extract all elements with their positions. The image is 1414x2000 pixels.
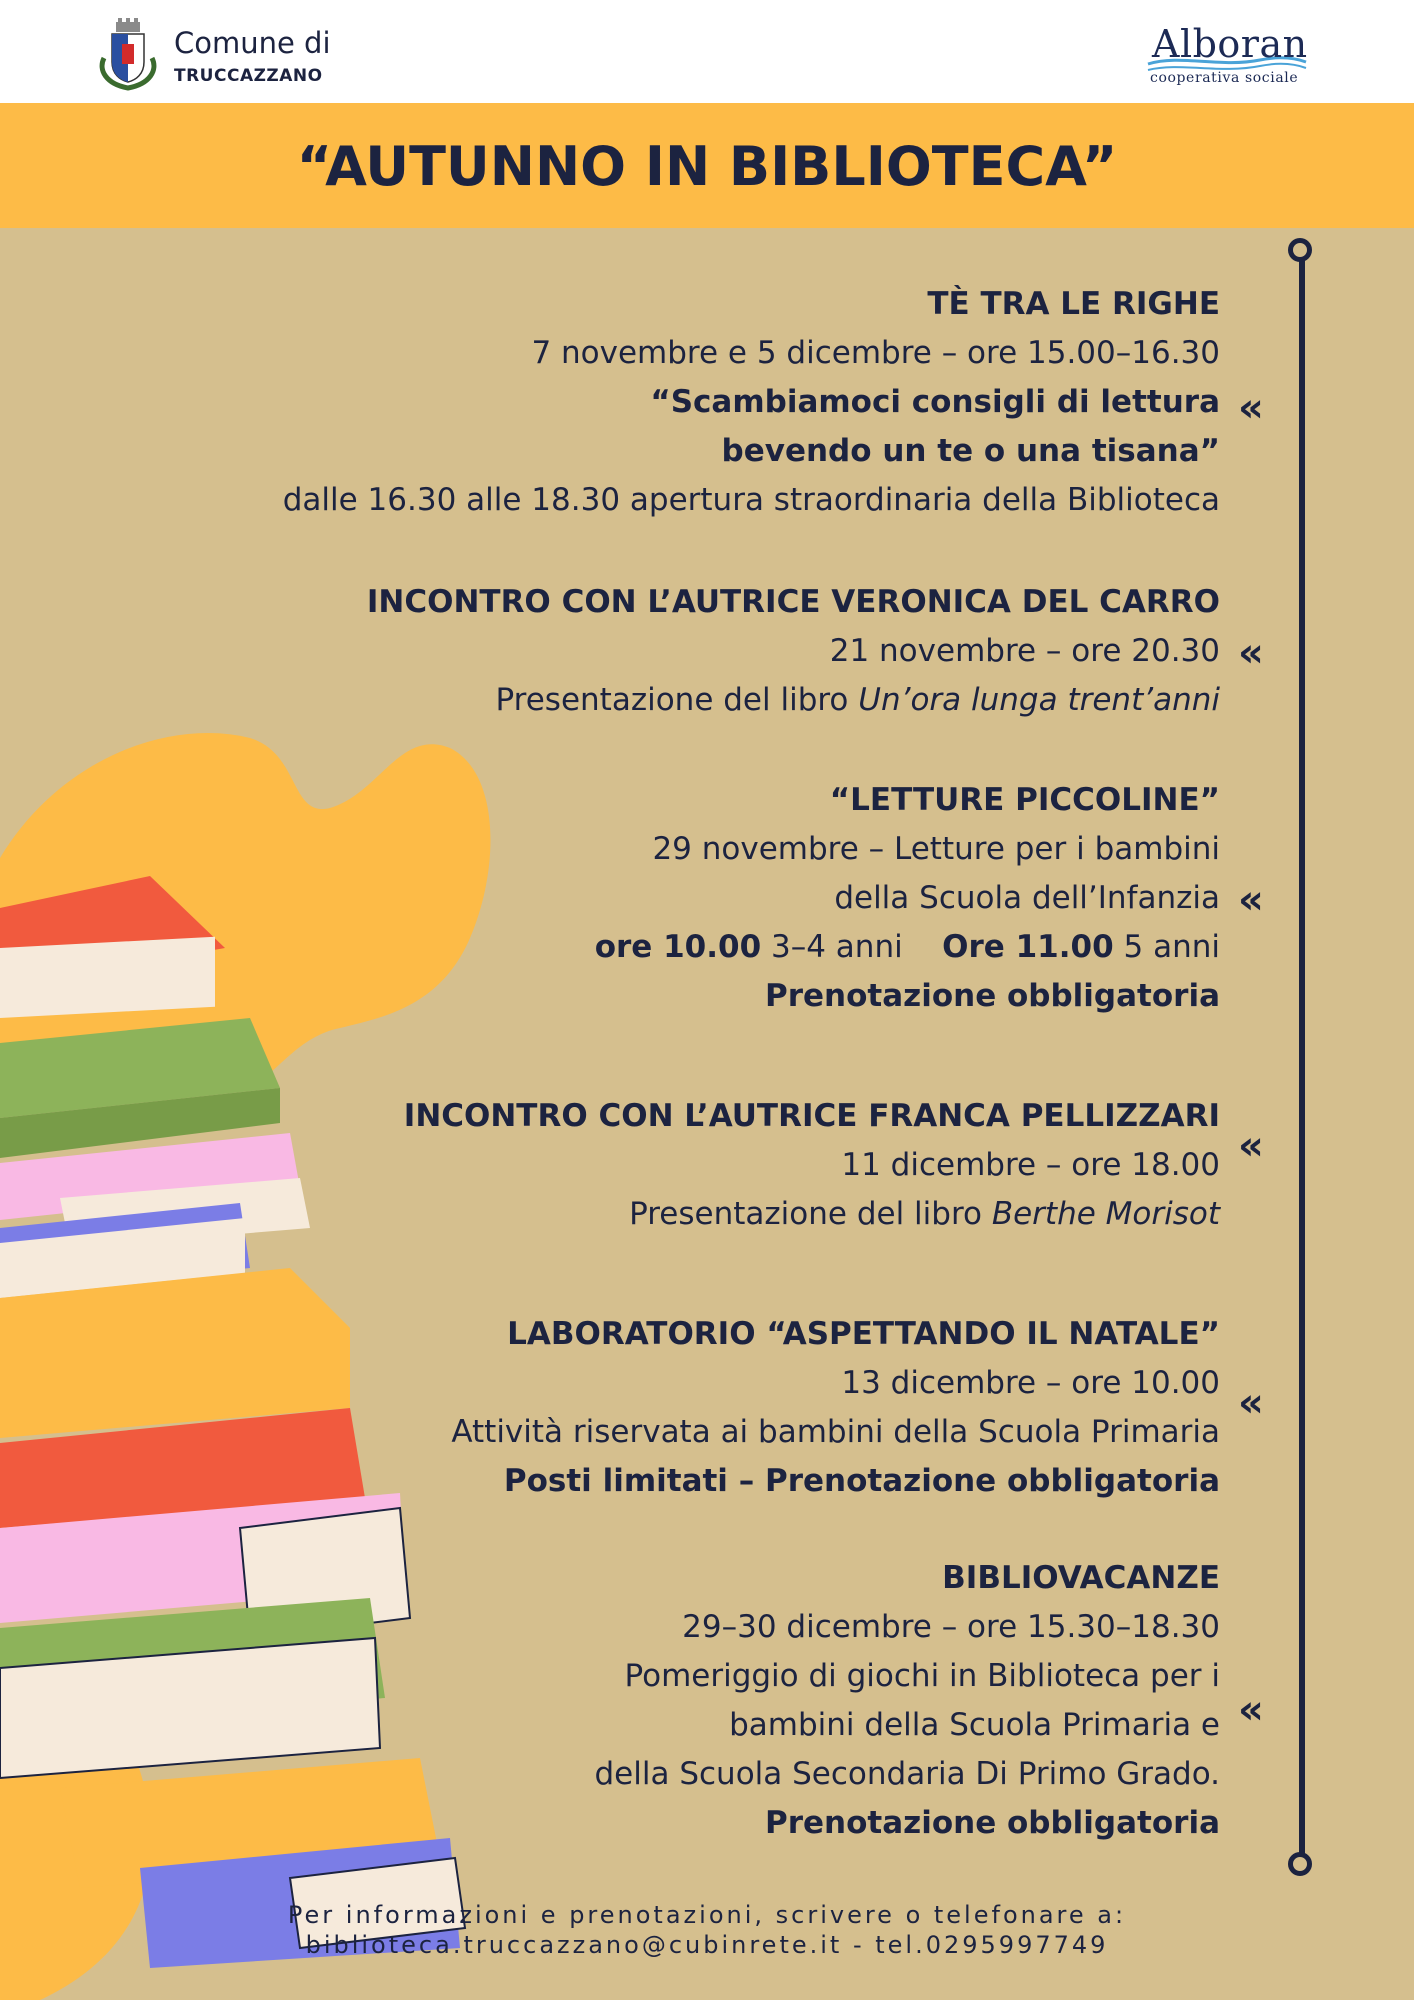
timeline-line — [1299, 252, 1305, 1868]
footer-contact — [0, 1900, 1414, 1960]
town-name: TRUCCAZZANO — [174, 66, 323, 86]
chevron-double-left-icon: « — [1238, 877, 1264, 923]
event-letture-piccoline — [140, 776, 1220, 1021]
event-description-line1: 29 novembre – Letture per i bambini — [652, 831, 1220, 867]
event-description-line2: bambini della Scuola Primaria e — [729, 1707, 1220, 1743]
event-title: INCONTRO CON L’AUTRICE FRANCA PELLIZZARI — [403, 1098, 1220, 1134]
event-title: TÈ TRA LE RIGHE — [927, 286, 1220, 322]
title-banner — [0, 103, 1414, 228]
event-description: Presentazione del libro Berthe Morisot — [629, 1196, 1220, 1232]
event-te-tra-le-righe — [140, 280, 1220, 525]
event-schedule: ore 10.00 3–4 anni Ore 11.00 5 anni — [594, 929, 1220, 965]
book-title: Berthe Morisot — [991, 1196, 1220, 1232]
chevron-double-left-icon: « — [1238, 385, 1264, 431]
chevron-double-left-icon: « — [1238, 630, 1264, 676]
event-incontro-veronica-del-carro — [140, 578, 1220, 725]
event-booking: Prenotazione obbligatoria — [765, 1805, 1220, 1841]
event-title: INCONTRO CON L’AUTRICE VERONICA DEL CARRO — [366, 584, 1220, 620]
event-date: 29–30 dicembre – ore 15.30–18.30 — [682, 1609, 1220, 1645]
chevron-double-left-icon: « — [1238, 1687, 1264, 1733]
event-date: 21 novembre – ore 20.30 — [829, 633, 1220, 669]
event-quote-line2: bevendo un te o una tisana” — [721, 433, 1220, 469]
chevron-double-left-icon: « — [1238, 1380, 1264, 1426]
town-name-prefix: Comune di — [174, 26, 331, 60]
page-title: “AUTUNNO IN BIBLIOTECA” — [296, 135, 1118, 198]
timeline-end-dot — [1288, 1852, 1312, 1876]
event-bibliovacanze — [140, 1554, 1220, 1848]
event-laboratorio-natale — [140, 1310, 1220, 1506]
chevron-double-left-icon: « — [1238, 1123, 1264, 1169]
book-title: Un’ora lunga trent’anni — [858, 682, 1220, 718]
contact-details: biblioteca.truccazzano@cubinrete.it - tel.0295997749 — [305, 1931, 1109, 1959]
event-title: BIBLIOVACANZE — [942, 1560, 1220, 1596]
event-date: 11 dicembre – ore 18.00 — [841, 1147, 1220, 1183]
timeline-start-dot — [1288, 238, 1312, 262]
town-crest-icon — [96, 18, 160, 92]
main-content — [0, 228, 1414, 2000]
event-description: Attività riservata ai bambini della Scuola Primaria — [451, 1414, 1220, 1450]
header — [0, 0, 1414, 103]
event-booking: Prenotazione obbligatoria — [765, 978, 1220, 1014]
contact-intro: Per informazioni e prenotazioni, scrivere o telefonare a: — [287, 1901, 1127, 1929]
event-description-line2: della Scuola dell’Infanzia — [834, 880, 1220, 916]
event-date: 13 dicembre – ore 10.00 — [841, 1365, 1220, 1401]
event-booking: Posti limitati – Prenotazione obbligatoria — [503, 1463, 1220, 1499]
event-description: Presentazione del libro Un’ora lunga trent’anni — [495, 682, 1220, 718]
event-note: dalle 16.30 alle 18.30 apertura straordinaria della Biblioteca — [282, 482, 1220, 518]
event-date: 7 novembre e 5 dicembre – ore 15.00–16.30 — [531, 335, 1220, 371]
partner-logo-name: Alboran — [1152, 22, 1308, 66]
event-description-line3: della Scuola Secondaria Di Primo Grado. — [594, 1756, 1220, 1792]
event-title: LABORATORIO “ASPETTANDO IL NATALE” — [507, 1316, 1220, 1352]
event-title: “LETTURE PICCOLINE” — [829, 782, 1220, 818]
event-description-line1: Pomeriggio di giochi in Biblioteca per i — [624, 1658, 1220, 1694]
event-quote-line1: “Scambiamoci consigli di lettura — [650, 384, 1220, 420]
partner-logo-subtitle: cooperativa sociale — [1150, 70, 1299, 86]
event-incontro-franca-pellizzari — [140, 1092, 1220, 1239]
